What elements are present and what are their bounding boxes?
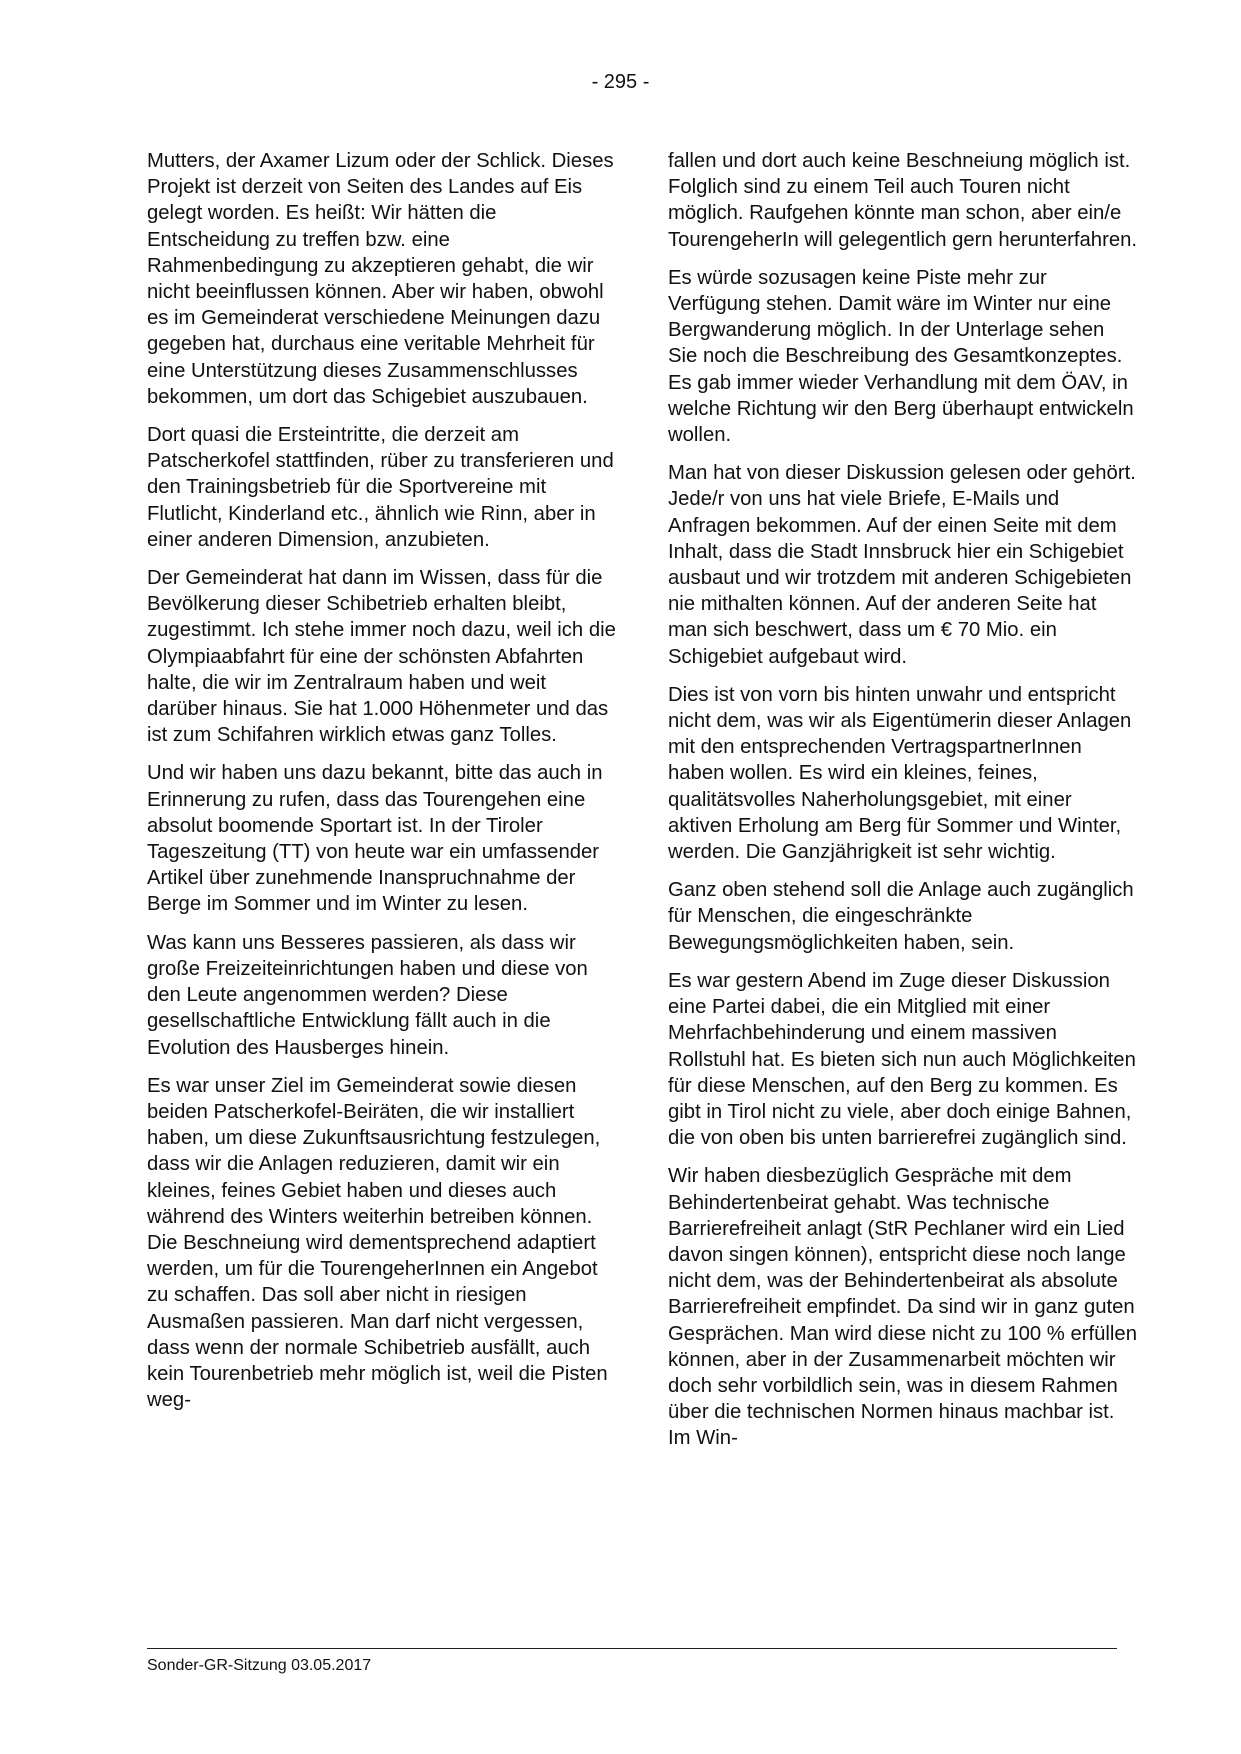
paragraph: Man hat von dieser Diskussion gelesen oder gehört. Jede/r von uns hat viele Briefe, E-Mails und Anfragen bekommen. Auf der einen Seite mit dem Inhalt, dass die Stadt Innsbruck hier ein Schigebiet ausbaut und wir trotzdem mit anderen Schigebieten nie mithalten können. Auf der anderen Seite hat man sich beschwert, dass um € 70 Mio. ein Schigebiet aufgebaut wird. (668, 462, 1136, 668)
paragraph: Ganz oben stehend soll die Anlage auch zugänglich für Menschen, die eingeschränkte Bewegungsmöglichkeiten haben, sein. (668, 879, 1134, 954)
left-column (147, 148, 617, 1425)
page-number: - 295 - (591, 71, 650, 93)
paragraph: Mutters, der Axamer Lizum oder der Schlick. Dieses Projekt ist derzeit von Seiten des Landes auf Eis gelegt worden. Es heißt: Wir hätten die Entscheidung zu treffen bzw. eine Rahmenbedingung zu akzeptieren gehabt, die wir nicht beeinflussen können. Aber wir haben, obwohl es im Gemeinderat verschiedene Meinungen dazu gegeben hat, durchaus eine veritable Mehrheit für eine Unterstützung dieses Zusammenschlusses bekommen, um dort das Schigebiet auszubauen. (147, 150, 614, 408)
right-column (668, 148, 1138, 1464)
paragraph: Wir haben diesbezüglich Gespräche mit dem Behindertenbeirat gehabt. Was technische Barrierefreiheit anlagt (StR Pechlaner wird ein Lied davon singen können), entspricht diese noch lange nicht dem, was der Behindertenbeirat als absolute Barrierefreiheit empfindet. Da sind wir in ganz guten Gesprächen. Man wird diese nicht zu 100 % erfüllen können, aber in der Zusammenarbeit möchten wir doch sehr vorbildlich sein, was in diesem Rahmen über die technischen Normen hinaus machbar ist. Im Win- (668, 1165, 1137, 1450)
footer-text: Sonder-GR-Sitzung 03.05.2017 (147, 1657, 372, 1674)
paragraph: fallen und dort auch keine Beschneiung möglich ist. Folglich sind zu einem Teil auch Touren nicht möglich. Raufgehen könnte man schon, aber ein/e TourengeherIn will gelegentlich gern herunterfahren. (668, 150, 1138, 251)
paragraph: Dort quasi die Ersteintritte, die derzeit am Patscherkofel stattfinden, rüber zu transferieren und den Trainingsbetrieb für die Sportvereine mit Flutlicht, Kinderland etc., ähnlich wie Rinn, aber in einer anderen Dimension, anzubieten. (147, 424, 614, 551)
paragraph: Was kann uns Besseres passieren, als dass wir große Freizeiteinrichtungen haben und diese von den Leute angenommen werden? Diese gesellschaftliche Entwicklung fällt auch in die Evolution des Hausberges hinein. (147, 931, 588, 1059)
paragraph: Es würde sozusagen keine Piste mehr zur Verfügung stehen. Damit wäre im Winter nur eine Bergwanderung möglich. In der Unterlage sehen Sie noch die Beschreibung des Gesamtkonzeptes. Es gab immer wieder Verhandlung mit dem ÖAV, in welche Richtung wir den Berg überhaupt entwickeln wollen. (668, 266, 1134, 447)
paragraph: Und wir haben uns dazu bekannt, bitte das auch in Erinnerung zu rufen, dass das Tourengehen eine absolut boomende Sportart ist. In der Tiroler Tageszeitung (TT) von heute war ein umfassender Artikel über zunehmende Inanspruchnahme der Berge im Sommer und im Winter zu lesen. (147, 762, 603, 916)
footer-divider (147, 1648, 1117, 1649)
paragraph: Es war unser Ziel im Gemeinderat sowie diesen beiden Patscherkofel-Beiräten, die wir installiert haben, um diese Zukunftsausrichtung festzulegen, dass wir die Anlagen reduzieren, damit wir ein kleines, feines Gebiet haben und dieses auch während des Winters weiterhin betreiben können. Die Beschneiung wird dementsprechend adaptiert werden, um für die TourengeherInnen ein Angebot zu schaffen. Das soll aber nicht in riesigen Ausmaßen passieren. Man darf nicht vergessen, dass wenn der normale Schibetrieb ausfällt, auch kein Tourenbetrieb mehr möglich ist, weil die Pisten weg- (147, 1074, 608, 1412)
paragraph: Dies ist von vorn bis hinten unwahr und entspricht nicht dem, was wir als Eigentümerin dieser Anlagen mit den entsprechenden VertragspartnerInnen haben wollen. Es wird ein kleines, feines, qualitätsvolles Naherholungsgebiet, mit einer aktiven Erholung am Berg für Sommer und Winter, werden. Die Ganzjährigkeit ist sehr wichtig. (668, 683, 1132, 864)
paragraph: Der Gemeinderat hat dann im Wissen, dass für die Bevölkerung dieser Schibetrieb erhalten bleibt, zugestimmt. Ich stehe immer noch dazu, weil ich die Olympiaabfahrt für eine der schönsten Abfahrten halte, die wir im Zentralraum haben und weit darüber hinaus. Sie hat 1.000 Höhenmeter und das ist zum Schifahren wirklich etwas ganz Tolles. (147, 567, 616, 747)
paragraph: Es war gestern Abend im Zuge dieser Diskussion eine Partei dabei, die ein Mitglied mit einer Mehrfachbehinderung und einem massiven Rollstuhl hat. Es bieten sich nun auch Möglichkeiten für diese Menschen, auf den Berg zu kommen. Es gibt in Tirol nicht zu viele, aber doch einige Bahnen, die von oben bis unten barrierefrei zugänglich sind. (668, 969, 1136, 1150)
